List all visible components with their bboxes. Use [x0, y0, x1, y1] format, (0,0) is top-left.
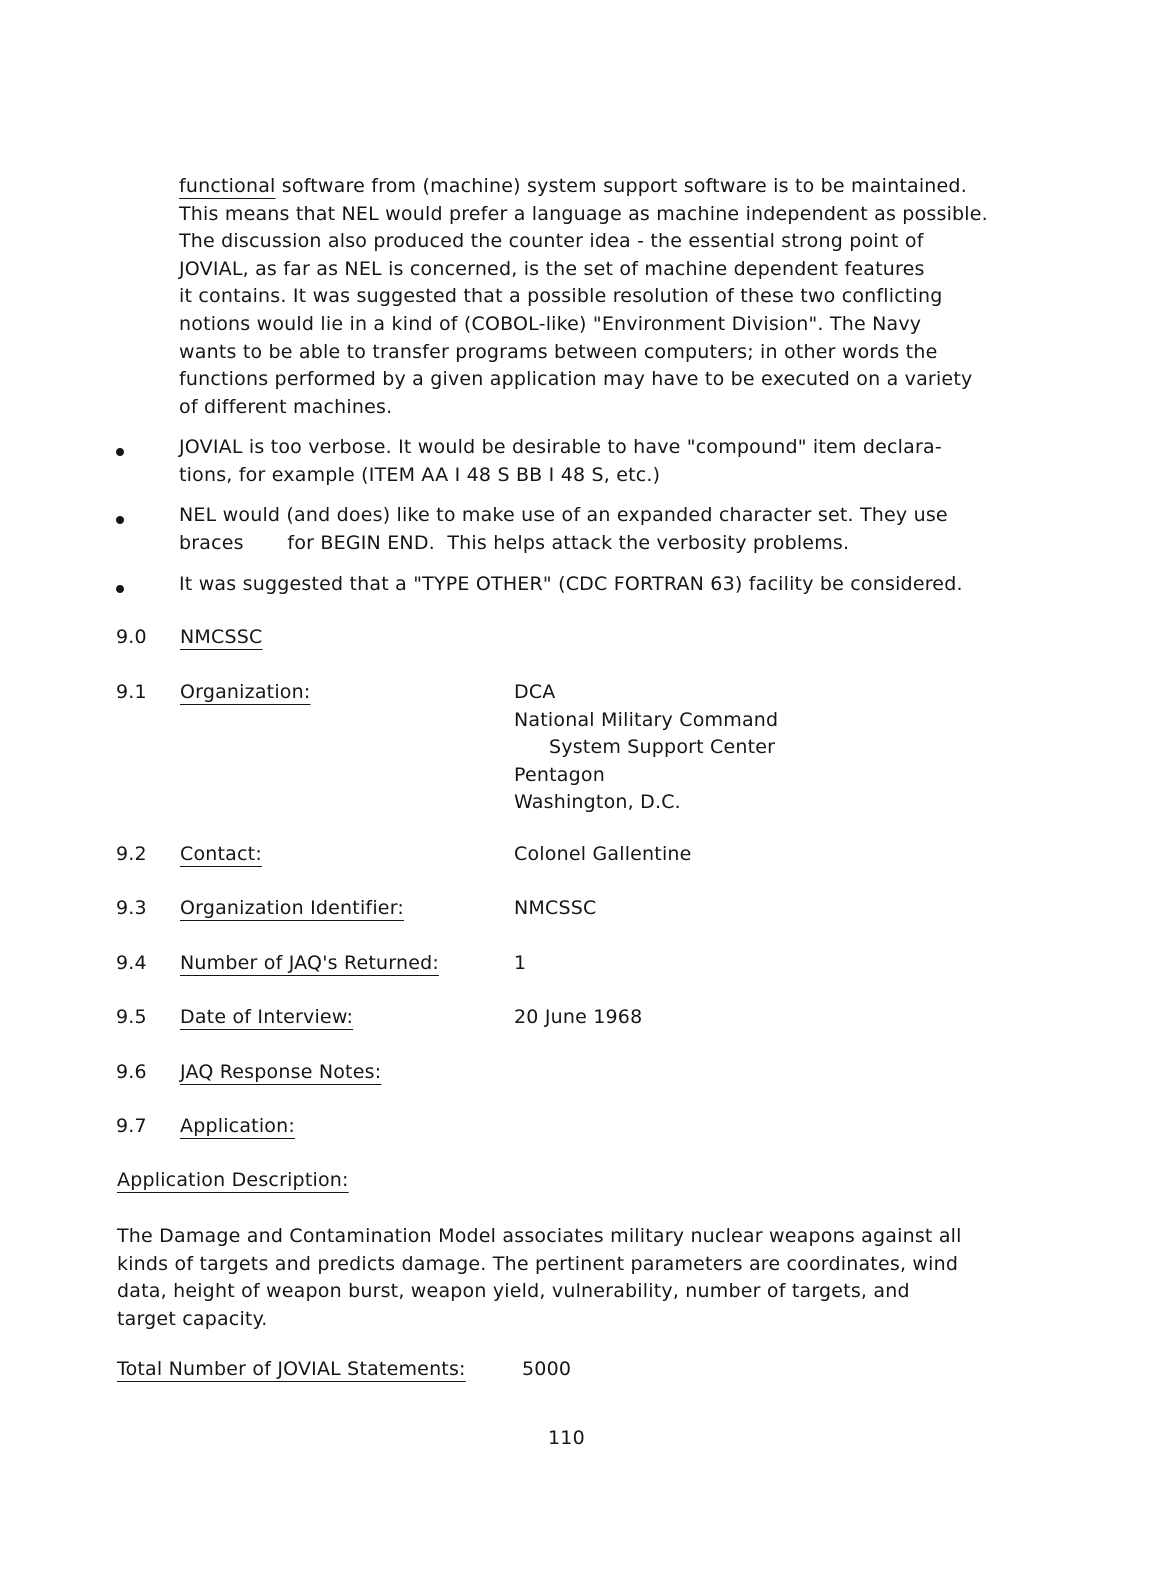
field-number: 9.4 — [116, 952, 147, 974]
bullet-line: JOVIAL is too verbose. It would be desirable to have "compound" item declara- — [179, 436, 942, 458]
description-line: target capacity. — [117, 1307, 268, 1330]
bullet-icon — [116, 448, 124, 456]
contact-label: Contact: — [180, 843, 262, 865]
org-identifier-label: Organization Identifier: — [180, 897, 404, 919]
functional-word: functional — [179, 175, 276, 197]
org-line: Pentagon — [514, 763, 605, 786]
intro-line: it contains. It was suggested that a possible resolution of these two conflicting — [179, 285, 943, 308]
field-number: 9.3 — [116, 897, 147, 919]
organization-label: Organization: — [180, 681, 311, 703]
intro-line: notions would lie in a kind of (COBOL-like) "Environment Division". The Navy — [179, 312, 922, 335]
intro-line: functions performed by a given application may have to be executed on a variety — [179, 368, 973, 391]
total-statements-value: 5000 — [522, 1358, 572, 1380]
contact-value: Colonel Gallentine — [514, 843, 692, 865]
intro-line — [179, 173, 988, 201]
bullet-icon — [116, 516, 124, 524]
bullet-line: tions, for example (ITEM AA I 48 S BB I 48 S, etc.) — [179, 463, 661, 486]
org-line: System Support Center — [549, 736, 776, 759]
page-number: 110 — [548, 1427, 585, 1449]
bullet-line: braces for BEGIN END. This helps attack the verbosity problems. — [179, 531, 850, 554]
section-number: 9.0 — [116, 626, 147, 648]
field-number: 9.6 — [116, 1061, 147, 1083]
intro-line: This means that NEL would prefer a language as machine independent as possible. — [179, 202, 988, 225]
intro-line: of different machines. — [179, 395, 393, 418]
intro-line: wants to be able to transfer programs between computers; in other words the — [179, 340, 938, 363]
bullet-item-charset — [179, 502, 948, 557]
intro-line: JOVIAL, as far as NEL is concerned, is the set of machine dependent features — [179, 257, 925, 280]
org-line: Washington, D.C. — [514, 791, 681, 814]
jaqs-returned-label: Number of JAQ's Returned: — [180, 952, 439, 974]
org-line: DCA — [514, 681, 556, 703]
bullet-item-verbose — [179, 434, 942, 489]
jaq-notes-label: JAQ Response Notes: — [180, 1061, 382, 1083]
intro-line: The discussion also produced the counter idea - the essential strong point of — [179, 230, 924, 253]
bullet-line: NEL would (and does) like to make use of an expanded character set. They use — [179, 504, 948, 526]
interview-date-label: Date of Interview: — [180, 1006, 354, 1028]
org-identifier-value: NMCSSC — [514, 897, 597, 919]
intro-paragraph — [179, 173, 988, 421]
organization-value — [514, 679, 778, 817]
field-number: 9.5 — [116, 1006, 147, 1028]
interview-date-value: 20 June 1968 — [514, 1006, 643, 1028]
org-line: National Military Command — [514, 708, 779, 731]
jaqs-returned-value: 1 — [514, 952, 527, 974]
field-number: 9.2 — [116, 843, 147, 865]
application-label: Application: — [180, 1115, 295, 1137]
total-statements-label: Total Number of JOVIAL Statements: — [117, 1358, 466, 1380]
intro-line-rest: software from (machine) system support software is to be maintained. — [275, 175, 967, 197]
description-line: data, height of weapon burst, weapon yield, vulnerability, number of targets, and — [117, 1280, 910, 1303]
app-description-paragraph — [117, 1223, 962, 1333]
description-line: The Damage and Contamination Model associates military nuclear weapons against all — [117, 1225, 962, 1247]
bullet-icon — [116, 585, 124, 593]
field-number: 9.7 — [116, 1115, 147, 1137]
section-title: NMCSSC — [180, 626, 263, 648]
bullet-item-type-other — [179, 571, 963, 599]
description-line: kinds of targets and predicts damage. The pertinent parameters are coordinates, wind — [117, 1252, 959, 1275]
field-number: 9.1 — [116, 681, 147, 703]
bullet-line: It was suggested that a "TYPE OTHER" (CDC FORTRAN 63) facility be considered. — [179, 573, 963, 595]
app-description-heading: Application Description: — [117, 1169, 349, 1191]
